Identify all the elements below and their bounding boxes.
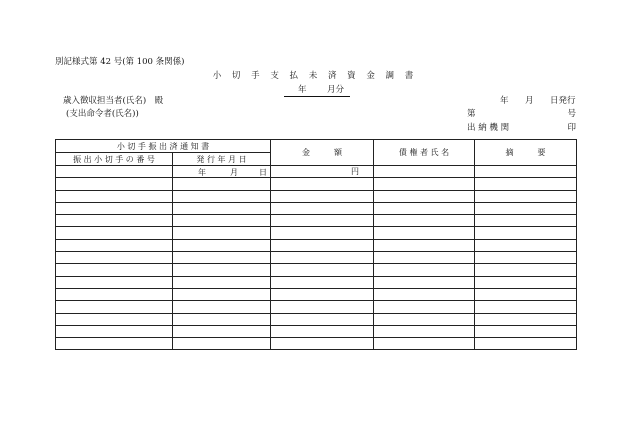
cell-remarks[interactable] — [475, 301, 577, 313]
cell-issue-date[interactable] — [173, 325, 271, 337]
cell-amount[interactable] — [271, 239, 374, 251]
header-amount: 金 額 — [271, 140, 374, 166]
cell-check-number[interactable] — [56, 166, 173, 178]
cell-issue-date[interactable] — [173, 178, 271, 190]
header-check-number: 振 出 小 切 手 の 番 号 — [56, 153, 173, 166]
table-row — [56, 202, 577, 214]
cell-amount[interactable] — [271, 178, 374, 190]
cell-creditor-name[interactable] — [374, 166, 475, 178]
cell-amount[interactable] — [271, 227, 374, 239]
table-row — [56, 178, 577, 190]
cell-creditor-name[interactable] — [374, 202, 475, 214]
cell-remarks[interactable] — [475, 264, 577, 276]
cell-issue-date[interactable] — [173, 301, 271, 313]
period-field — [284, 86, 350, 97]
cell-check-number[interactable] — [56, 338, 173, 350]
cell-issue-date[interactable] — [173, 227, 271, 239]
cell-issue-date[interactable] — [173, 276, 271, 288]
cell-amount[interactable] — [271, 215, 374, 227]
number-prefix: 第 — [467, 109, 476, 119]
addressee-line-2: (支出命令者(氏名)) — [66, 109, 139, 119]
cell-creditor-name[interactable] — [374, 190, 475, 202]
table-header-row — [56, 140, 577, 153]
cell-check-number[interactable] — [56, 215, 173, 227]
cell-creditor-name[interactable] — [374, 239, 475, 251]
cell-check-number[interactable] — [56, 288, 173, 300]
header-creditor-name: 債 権 者 氏 名 — [374, 140, 475, 166]
table-row — [56, 313, 577, 325]
cell-amount[interactable] — [271, 338, 374, 350]
cell-amount[interactable] — [271, 202, 374, 214]
cell-issue-date[interactable] — [173, 190, 271, 202]
cell-remarks[interactable] — [475, 227, 577, 239]
issue-month-label: 月 — [525, 96, 534, 106]
table-row — [56, 264, 577, 276]
blank-rows — [56, 178, 577, 350]
cell-amount[interactable] — [271, 276, 374, 288]
cell-amount[interactable] — [271, 190, 374, 202]
cell-check-number[interactable] — [56, 239, 173, 251]
issue-year-label: 年 — [500, 96, 509, 106]
cell-amount[interactable] — [271, 264, 374, 276]
cell-amount[interactable]: 円 — [271, 166, 374, 178]
cell-amount[interactable] — [271, 252, 374, 264]
cell-remarks[interactable] — [475, 252, 577, 264]
table-row — [56, 288, 577, 300]
header-issue-date: 発 行 年 月 日 — [173, 153, 271, 166]
cell-amount[interactable] — [271, 288, 374, 300]
cell-check-number[interactable] — [56, 264, 173, 276]
date-year-unit: 年 — [198, 168, 206, 177]
table-row — [56, 190, 577, 202]
office-seal: 印 — [567, 123, 576, 133]
cell-check-number[interactable] — [56, 178, 173, 190]
cell-issue-date[interactable] — [173, 313, 271, 325]
cell-check-number[interactable] — [56, 276, 173, 288]
table-row — [56, 227, 577, 239]
cell-check-number[interactable] — [56, 202, 173, 214]
cell-remarks[interactable] — [475, 276, 577, 288]
cell-amount[interactable] — [271, 325, 374, 337]
cell-remarks[interactable] — [475, 313, 577, 325]
cell-remarks[interactable] — [475, 178, 577, 190]
form-reference: 別記様式第 42 号(第 100 条関係) — [55, 57, 185, 67]
cell-remarks[interactable] — [475, 338, 577, 350]
cell-remarks[interactable] — [475, 239, 577, 251]
header-check-notice: 小 切 手 振 出 済 通 知 書 — [56, 140, 271, 153]
table-row — [56, 252, 577, 264]
period-month-label: 月分 — [327, 85, 345, 95]
cell-check-number[interactable] — [56, 227, 173, 239]
cell-issue-date[interactable] — [173, 202, 271, 214]
cell-creditor-name[interactable] — [374, 227, 475, 239]
cell-amount[interactable] — [271, 313, 374, 325]
cell-check-number[interactable] — [56, 325, 173, 337]
cell-check-number[interactable] — [56, 190, 173, 202]
table-row — [56, 325, 577, 337]
period-year-label: 年 — [298, 85, 307, 95]
cell-issue-date[interactable] — [173, 215, 271, 227]
cell-creditor-name[interactable] — [374, 313, 475, 325]
cell-issue-date[interactable] — [173, 338, 271, 350]
cell-creditor-name[interactable] — [374, 325, 475, 337]
cell-remarks[interactable] — [475, 166, 577, 178]
cell-check-number[interactable] — [56, 313, 173, 325]
table-row — [56, 276, 577, 288]
date-month-unit: 月 — [230, 168, 238, 177]
cell-amount[interactable] — [271, 301, 374, 313]
cell-issue-date[interactable] — [173, 166, 271, 178]
unpaid-checks-table — [55, 139, 577, 350]
table-row — [56, 239, 577, 251]
cell-remarks[interactable] — [475, 215, 577, 227]
document-title: 小 切 手 支 払 未 済 資 金 調 書 — [212, 71, 418, 81]
table-row — [56, 166, 577, 178]
table-row — [56, 215, 577, 227]
cell-remarks[interactable] — [475, 190, 577, 202]
cell-remarks[interactable] — [475, 288, 577, 300]
cell-issue-date[interactable] — [173, 252, 271, 264]
cell-check-number[interactable] — [56, 301, 173, 313]
cell-creditor-name[interactable] — [374, 338, 475, 350]
cell-creditor-name[interactable] — [374, 301, 475, 313]
cell-creditor-name[interactable] — [374, 264, 475, 276]
cell-creditor-name[interactable] — [374, 215, 475, 227]
cell-issue-date[interactable] — [173, 288, 271, 300]
table-row — [56, 338, 577, 350]
cell-creditor-name[interactable] — [374, 178, 475, 190]
cell-remarks[interactable] — [475, 325, 577, 337]
cell-check-number[interactable] — [56, 252, 173, 264]
date-day-unit: 日 — [259, 168, 267, 177]
cell-creditor-name[interactable] — [374, 288, 475, 300]
cell-creditor-name[interactable] — [374, 276, 475, 288]
addressee-line-1: 歳入徴収担当者(氏名) 殿 — [63, 96, 164, 106]
cell-issue-date[interactable] — [173, 264, 271, 276]
cell-creditor-name[interactable] — [374, 252, 475, 264]
number-suffix: 号 — [567, 109, 576, 119]
cell-issue-date[interactable] — [173, 239, 271, 251]
cell-remarks[interactable] — [475, 202, 577, 214]
issue-day-label: 日発行 — [550, 96, 576, 106]
header-remarks: 摘 要 — [475, 140, 577, 166]
office-label: 出 納 機 関 — [467, 123, 510, 133]
table-row — [56, 301, 577, 313]
